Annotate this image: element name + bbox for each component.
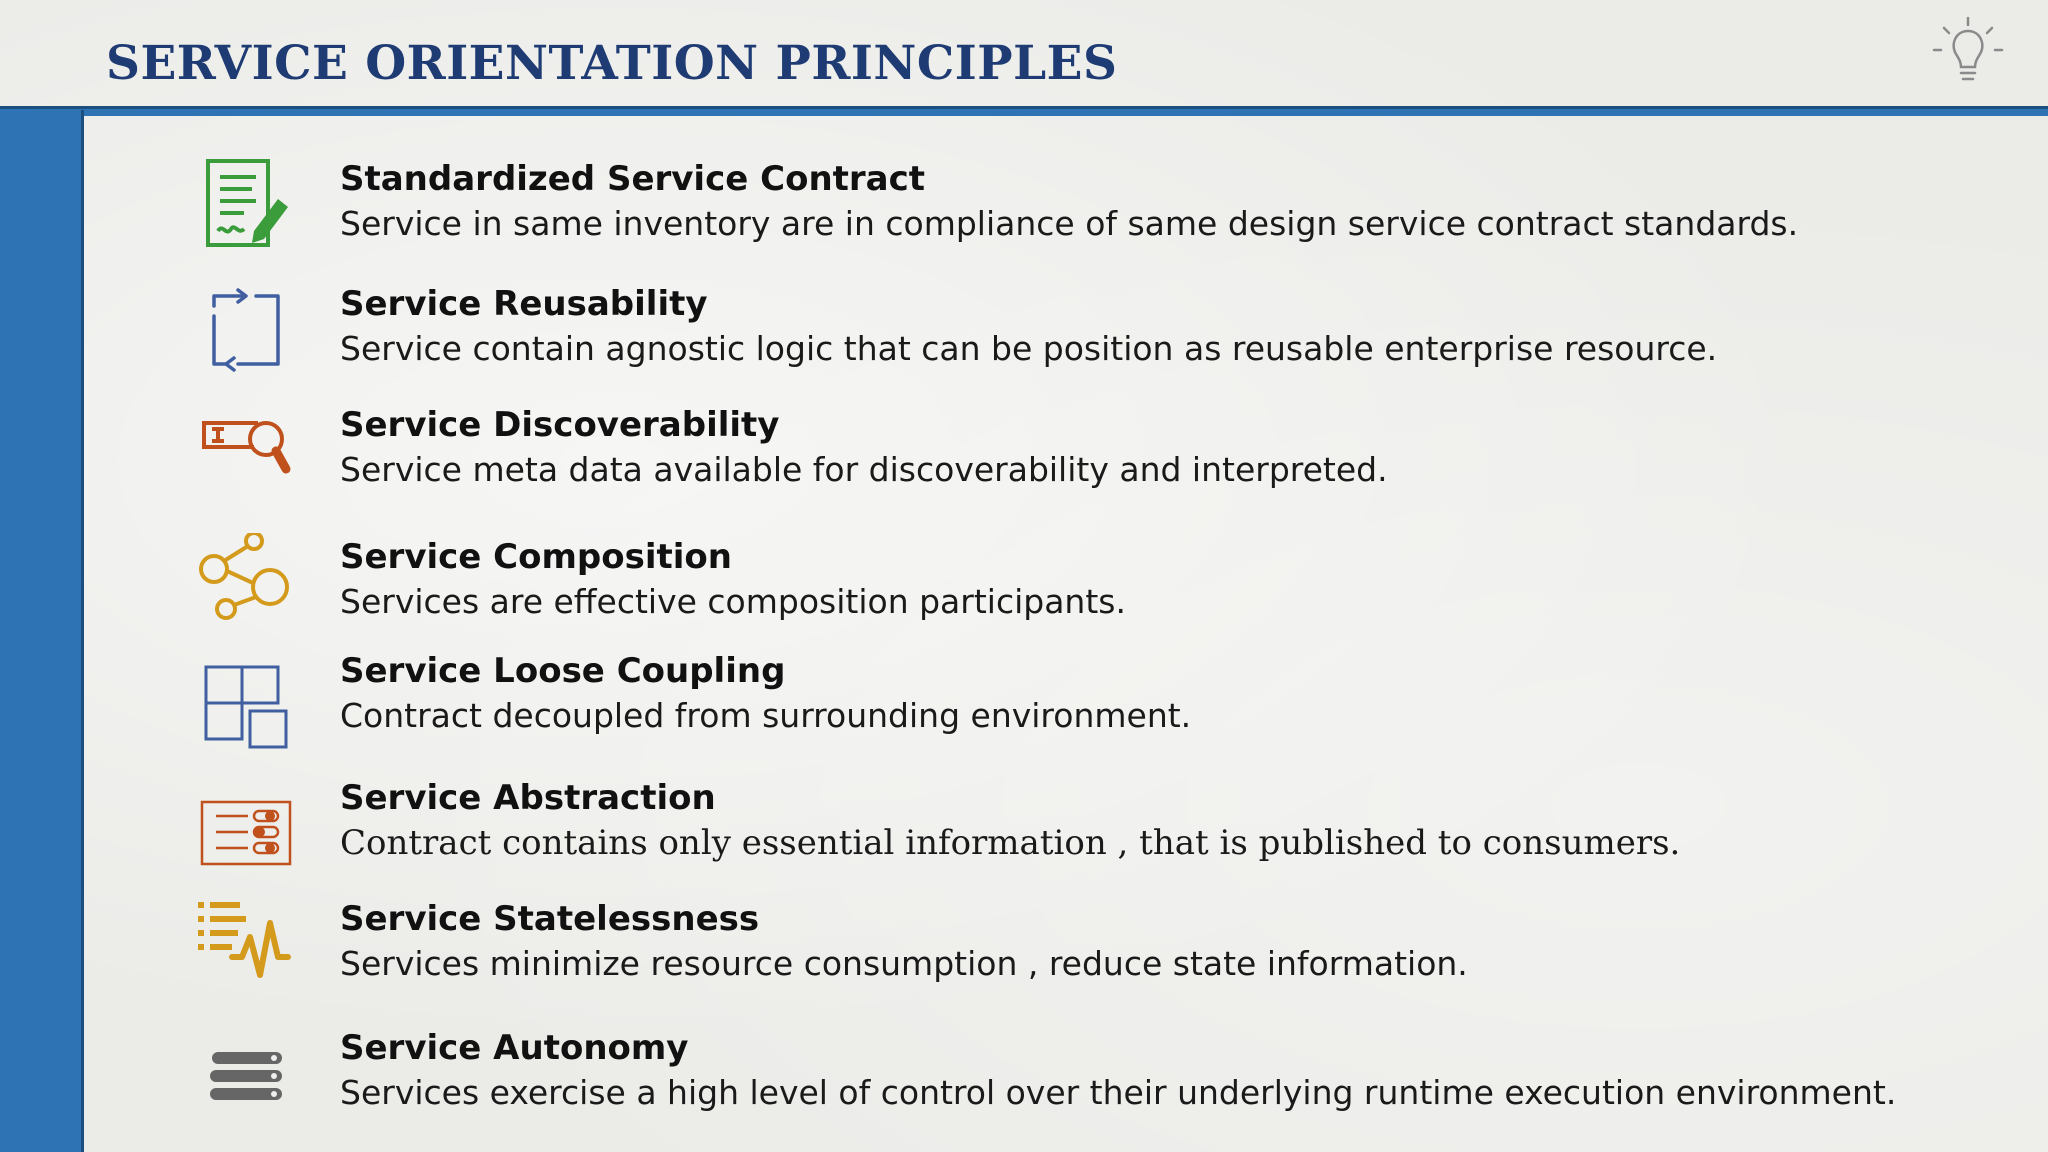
principle-description: Service in same inventory are in compliance of same design service contract standards.: [340, 204, 1799, 243]
header: [0, 0, 2048, 106]
principle-title: Service Reusability: [340, 284, 708, 324]
principle-title: Service Loose Coupling: [340, 651, 786, 691]
principle-item: [196, 776, 2036, 876]
reuse-cycle-icon: [196, 280, 296, 380]
principle-item: [196, 897, 2036, 997]
principle-description: Services are effective composition participants.: [340, 582, 1126, 621]
contract-document-icon: [196, 157, 296, 257]
principle-description: Services minimize resource consumption , reduce state information.: [340, 944, 1468, 983]
principle-title: Service Discoverability: [340, 405, 780, 445]
principle-title: Standardized Service Contract: [340, 159, 926, 199]
principle-title: Service Composition: [340, 537, 732, 577]
lightbulb-icon: [1932, 16, 2004, 88]
principle-title: Service Abstraction: [340, 778, 716, 818]
principle-description: Service contain agnostic logic that can be position as reusable enterprise resource.: [340, 329, 1718, 368]
principle-title: Service Autonomy: [340, 1028, 689, 1068]
principle-text: [340, 282, 1717, 372]
principle-text: [340, 403, 1388, 493]
principle-item: [196, 1026, 2036, 1126]
principle-text: [340, 776, 1680, 866]
network-nodes-icon: [196, 533, 296, 633]
search-magnifier-icon: [196, 401, 296, 501]
principle-item: [196, 403, 2036, 503]
activity-list-icon: [196, 899, 296, 999]
principle-text: [340, 535, 1126, 625]
principle-description: Contract decoupled from surrounding environment.: [340, 696, 1192, 735]
principle-text: [340, 649, 1191, 739]
principle-text: [340, 157, 1798, 247]
principle-description: Services exercise a high level of control over their underlying runtime execution environment.: [340, 1073, 1897, 1112]
principle-item: [196, 157, 2036, 257]
principle-text: [340, 897, 1468, 987]
page-title: SERVICE ORIENTATION PRINCIPLES: [106, 36, 1118, 91]
principle-description: Contract contains only essential information , that is published to consumers.: [340, 823, 1681, 863]
grid-blocks-icon: [196, 663, 296, 763]
left-accent-bar: [0, 110, 84, 1152]
principle-text: [340, 1026, 1896, 1116]
principle-description: Service meta data available for discoverability and interpreted.: [340, 450, 1388, 489]
principle-item: [196, 649, 2036, 749]
principle-item: [196, 282, 2036, 382]
header-accent-bar: [0, 106, 2048, 116]
server-stack-icon: [196, 1030, 296, 1130]
principle-title: Service Statelessness: [340, 899, 760, 939]
settings-list-icon: [196, 774, 296, 874]
principle-item: [196, 535, 2036, 635]
